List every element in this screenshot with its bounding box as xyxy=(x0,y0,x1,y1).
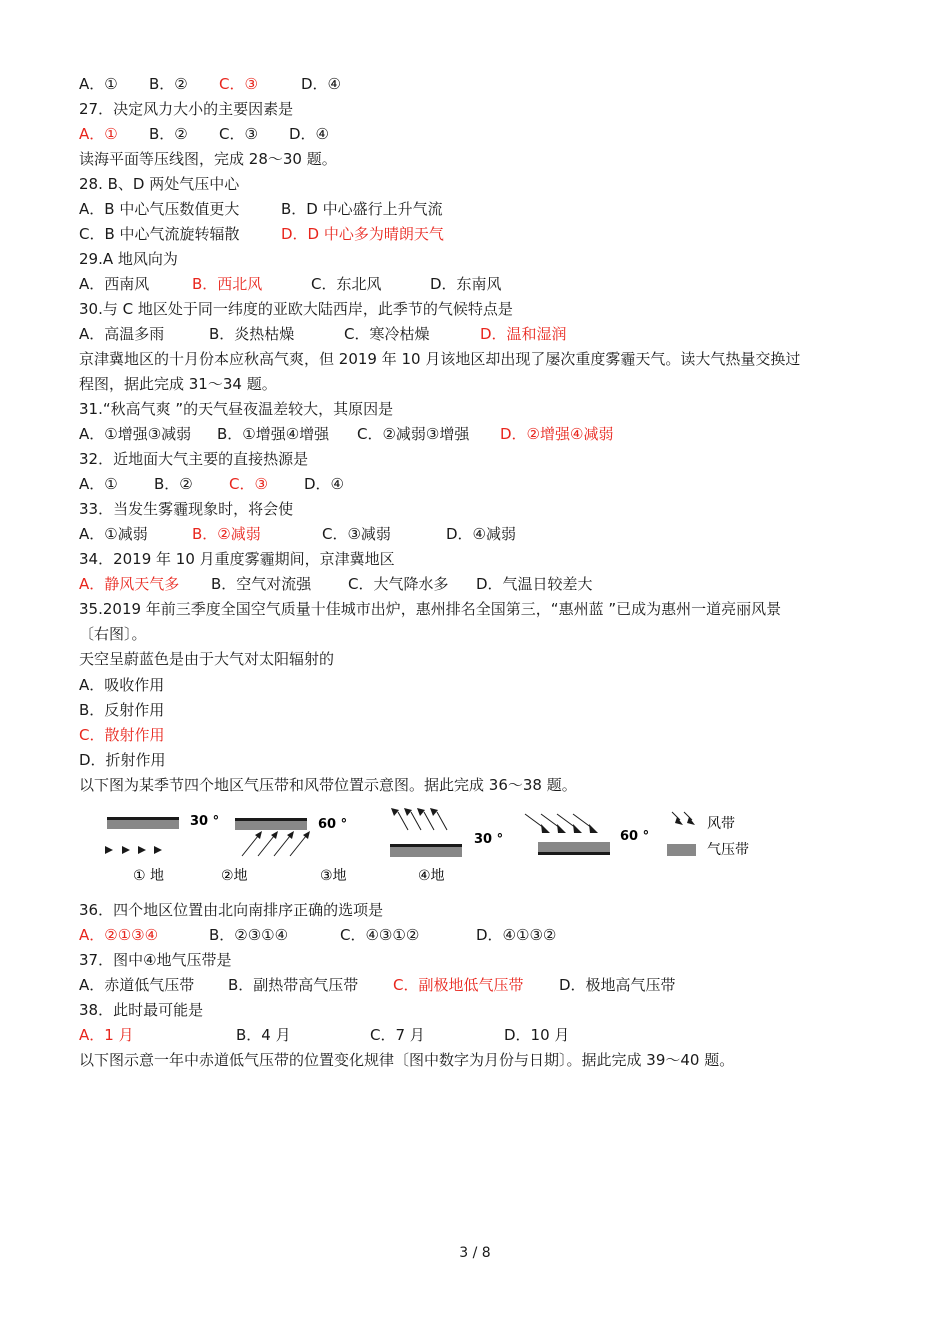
pressure-belt xyxy=(235,821,307,830)
answer-option: D．气温日较差大 xyxy=(476,575,593,593)
line-q28 xyxy=(79,174,239,194)
latitude-label: 30 ° xyxy=(474,832,504,847)
text-segment: C．散射作用 xyxy=(79,726,165,744)
line-q36 xyxy=(79,900,383,920)
answer-option: C．③减弱 xyxy=(322,525,391,543)
legend-wind-label: 风带 xyxy=(707,816,735,832)
answer-option: C．东北风 xyxy=(311,275,382,293)
line-q30 xyxy=(79,299,513,319)
answer-option: C．③ xyxy=(219,75,258,93)
answer-option: B．② xyxy=(149,75,188,93)
latitude-label: 60 ° xyxy=(318,817,348,832)
answer-option: C．寒冷枯燥 xyxy=(344,325,430,343)
text-segment: 36．四个地区位置由北向南排序正确的选项是 xyxy=(79,901,384,919)
answer-option: A．高温多雨 xyxy=(79,325,165,343)
answer-option: A．赤道低气压带 xyxy=(79,976,195,994)
text-segment: 29.A 地风向为 xyxy=(79,250,178,268)
line-q33 xyxy=(79,499,293,519)
line-q35-opt-a xyxy=(79,675,164,695)
answer-option: C．7 月 xyxy=(370,1026,425,1044)
line-intro-39-40 xyxy=(79,1050,734,1070)
line-q32 xyxy=(79,449,308,469)
answer-option: D．极地高气压带 xyxy=(559,976,676,994)
text-segment: 读海平面等压线图，完成 28～30 题。 xyxy=(79,150,337,168)
latitude-label: 60 ° xyxy=(620,829,650,844)
answer-option: D．④ xyxy=(301,75,341,93)
place-label: ③地 xyxy=(320,868,347,884)
answer-option: B．副热带高气压带 xyxy=(228,976,359,994)
answer-option: A．B 中心气压数值更大 xyxy=(79,200,240,218)
answer-option: D．温和湿润 xyxy=(480,325,567,343)
line-q38 xyxy=(79,1000,203,1020)
answer-option: D．④①③② xyxy=(476,926,557,944)
panel-60-diagram xyxy=(525,814,649,855)
pressure-belt xyxy=(538,842,610,852)
line-q34-opts xyxy=(79,574,593,594)
place-1-diagram xyxy=(105,814,219,884)
belt-edge xyxy=(538,852,610,855)
text-segment: 天空呈蔚蓝色是由于大气对太阳辐射的 xyxy=(79,650,335,668)
answer-option: B．② xyxy=(154,475,193,493)
answer-option: B．西北风 xyxy=(192,275,263,293)
wind-arrows xyxy=(105,846,162,854)
text-segment: B．反射作用 xyxy=(79,701,165,719)
answer-option: B．②③①④ xyxy=(209,926,289,944)
line-q33-opts xyxy=(79,524,516,544)
answer-option: A．①增强③减弱 xyxy=(79,425,192,443)
legend xyxy=(667,812,749,858)
belt-edge xyxy=(235,818,307,821)
answer-option: B．D 中心盛行上升气流 xyxy=(281,200,443,218)
text-segment: 37．图中④地气压带是 xyxy=(79,951,232,969)
pressure-belt xyxy=(107,820,179,829)
line-q34 xyxy=(79,549,395,569)
line-intro-36-38 xyxy=(79,775,577,795)
answer-option: C．副极地低气压带 xyxy=(393,976,524,994)
line-q28-opts-2 xyxy=(79,224,444,244)
text-segment: 33．当发生雾霾现象时，将会使 xyxy=(79,500,294,518)
answer-option: B．①增强④增强 xyxy=(217,425,330,443)
text-segment: 31.“秋高气爽 ”的天气昼夜温差较大，其原因是 xyxy=(79,400,394,418)
answer-option: B．②减弱 xyxy=(192,525,261,543)
wind-arrows xyxy=(391,808,447,830)
line-q36-opts xyxy=(79,925,556,945)
answer-option: B．② xyxy=(149,125,188,143)
answer-option: C．③ xyxy=(219,125,258,143)
line-q35-opt-b xyxy=(79,700,164,720)
line-q38-opts xyxy=(79,1025,569,1045)
answer-option: A．① xyxy=(79,125,118,143)
belt-edge xyxy=(390,844,462,847)
answer-option: D．②增强④减弱 xyxy=(500,425,614,443)
text-segment: 程图，据此完成 31～34 题。 xyxy=(79,375,277,393)
line-q35-c xyxy=(79,649,334,669)
text-segment: D．折射作用 xyxy=(79,751,166,769)
answer-option: C．B 中心气流旋转辐散 xyxy=(79,225,240,243)
text-segment: 京津冀地区的十月份本应秋高气爽，但 2019 年 10 月该地区却出现了屡次重度雾霾天气。读大气热量交换过 xyxy=(79,350,801,368)
line-q32-opts xyxy=(79,474,344,494)
answer-option: A．静风天气多 xyxy=(79,575,180,593)
line-q35-opt-c xyxy=(79,725,164,745)
answer-option: A．西南风 xyxy=(79,275,150,293)
text-segment: 38．此时最可能是 xyxy=(79,1001,204,1019)
answer-option: A．① xyxy=(79,475,118,493)
line-q37-opts xyxy=(79,975,676,995)
answer-option: B．空气对流强 xyxy=(211,575,312,593)
text-segment: 30.与 C 地区处于同一纬度的亚欧大陆西岸，此季节的气候特点是 xyxy=(79,300,513,318)
line-q31-opts xyxy=(79,424,613,444)
answer-option: C．②减弱③增强 xyxy=(357,425,470,443)
text-segment: 以下图示意一年中赤道低气压带的位置变化规律〔图中数字为月份与日期〕。据此完成 39～40 题。 xyxy=(79,1051,735,1069)
line-q29-opts xyxy=(79,274,502,294)
answer-option: B．4 月 xyxy=(236,1026,291,1044)
line-q35-b xyxy=(79,624,147,644)
line-q26-opts xyxy=(79,74,341,94)
answer-option: C．③ xyxy=(229,475,268,493)
belt-edge xyxy=(107,817,179,820)
line-q31 xyxy=(79,399,393,419)
answer-option: C．大气降水多 xyxy=(348,575,449,593)
legend-pressure-label: 气压带 xyxy=(707,842,749,858)
answer-option: A．②①③④ xyxy=(79,926,159,944)
place-4-diagram xyxy=(390,832,503,884)
text-segment: 32．近地面大气主要的直接热源是 xyxy=(79,450,309,468)
text-segment: 34．2019 年 10 月重度雾霾期间，京津冀地区 xyxy=(79,550,395,568)
pressure-belt xyxy=(390,847,462,857)
answer-option: C．④③①② xyxy=(340,926,420,944)
line-q35-opt-d xyxy=(79,750,166,770)
wind-arrows xyxy=(525,814,598,833)
latitude-label: 30 ° xyxy=(190,814,220,829)
legend-pressure-icon xyxy=(667,844,696,856)
answer-option: A．1 月 xyxy=(79,1026,134,1044)
answer-option: D．东南风 xyxy=(430,275,502,293)
legend-wind-icon xyxy=(672,812,695,825)
line-q27-opts xyxy=(79,124,329,144)
answer-option: D．④减弱 xyxy=(446,525,516,543)
answer-option: B．炎热枯燥 xyxy=(209,325,295,343)
line-q29 xyxy=(79,249,178,269)
answer-option: D．10 月 xyxy=(504,1026,570,1044)
text-segment: 28. B、D 两处气压中心 xyxy=(79,175,240,193)
text-segment: A．吸收作用 xyxy=(79,676,165,694)
answer-option: D．④ xyxy=(289,125,329,143)
line-intro-28-30 xyxy=(79,149,337,169)
wind-arrows xyxy=(242,831,310,856)
text-segment: 〔右图〕。 xyxy=(79,625,147,643)
answer-option: A．①减弱 xyxy=(79,525,148,543)
line-q28-opts-1 xyxy=(79,199,443,219)
line-q37 xyxy=(79,950,232,970)
place-label: ④地 xyxy=(418,868,445,884)
page-number: 3 / 8 xyxy=(459,1245,491,1261)
text-segment: 27．决定风力大小的主要因素是 xyxy=(79,100,294,118)
line-intro-31-34-a xyxy=(79,349,800,369)
answer-option: D．D 中心多为晴朗天气 xyxy=(281,225,444,243)
text-segment: 35.2019 年前三季度全国空气质量十佳城市出炉，惠州排名全国第三，“惠州蓝 ”已成为惠州一道亮丽风景 xyxy=(79,600,782,618)
answer-option: A．① xyxy=(79,75,118,93)
line-intro-31-34-b xyxy=(79,374,277,394)
text-segment: 以下图为某季节四个地区气压带和风带位置示意图。据此完成 36～38 题。 xyxy=(79,776,577,794)
answer-option: D．④ xyxy=(304,475,344,493)
place-label: ②地 xyxy=(221,868,248,884)
place-label: ① 地 xyxy=(133,868,165,884)
line-q27 xyxy=(79,99,293,119)
pressure-wind-belt-diagram xyxy=(100,806,780,896)
line-q35-a xyxy=(79,599,781,619)
line-q30-opts xyxy=(79,324,567,344)
